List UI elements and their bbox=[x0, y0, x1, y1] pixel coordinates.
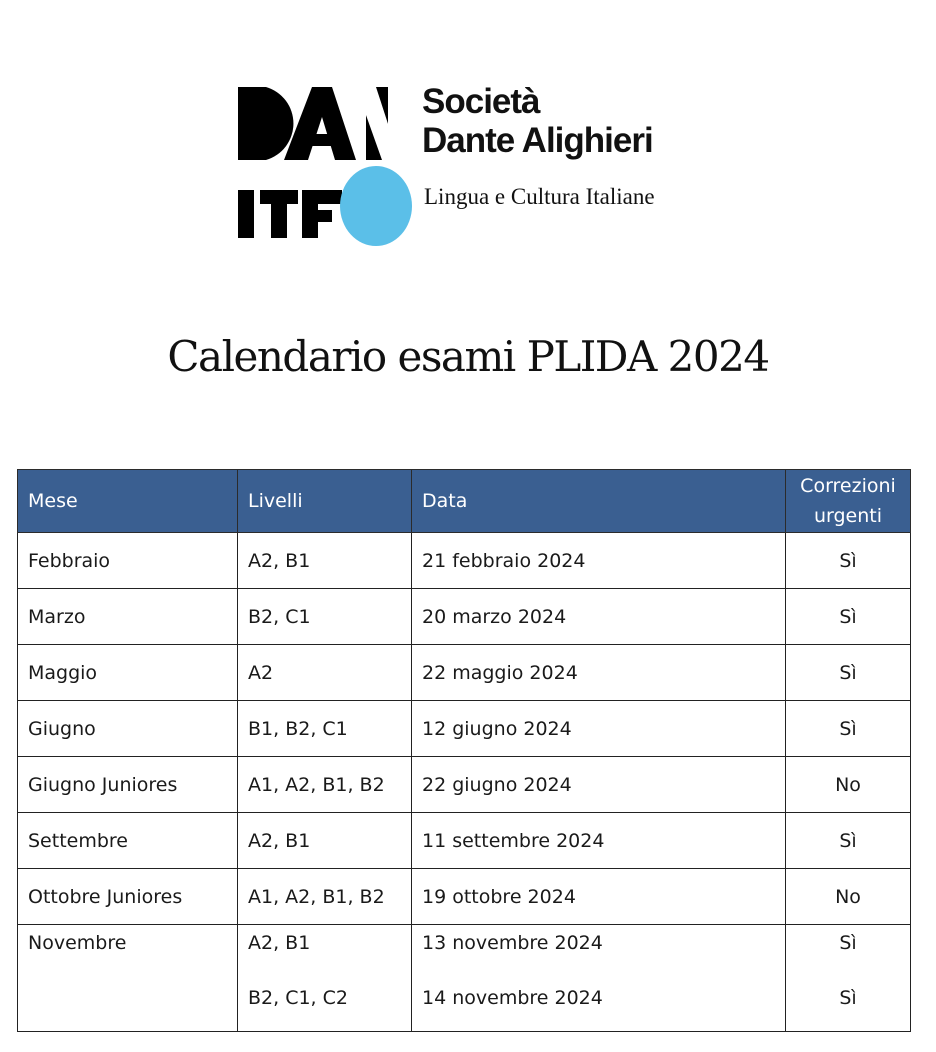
cell-urgenti: Sì bbox=[786, 589, 911, 645]
header-correzioni-urgenti bbox=[786, 470, 911, 533]
table-header-row bbox=[18, 470, 911, 533]
cell-data: 22 giugno 2024 bbox=[412, 757, 786, 813]
cell-mese: Ottobre Juniores bbox=[18, 869, 238, 925]
table-row bbox=[18, 589, 911, 645]
cell-data-entry-2: 14 novembre 2024 bbox=[422, 987, 603, 1009]
cell-mese: Maggio bbox=[18, 645, 238, 701]
table-row bbox=[18, 757, 911, 813]
cell-livelli: A1, A2, B1, B2 bbox=[238, 757, 412, 813]
table-row bbox=[18, 813, 911, 869]
header-livelli: Livelli bbox=[238, 470, 412, 533]
table-row bbox=[18, 925, 911, 1032]
header-correzioni-line-1: Correzioni bbox=[800, 475, 896, 497]
cell-urgenti: No bbox=[786, 757, 911, 813]
cell-livelli bbox=[238, 925, 412, 1032]
dante-alighieri-logo bbox=[238, 82, 698, 252]
table-row bbox=[18, 533, 911, 589]
cell-livelli: A1, A2, B1, B2 bbox=[238, 869, 412, 925]
cell-mese bbox=[18, 925, 238, 1032]
cell-urgenti: Sì bbox=[786, 701, 911, 757]
cell-data bbox=[412, 925, 786, 1032]
cell-urgenti-entry-2: Sì bbox=[839, 987, 857, 1009]
exam-calendar-table bbox=[17, 469, 911, 1032]
cell-livelli: A2, B1 bbox=[238, 533, 412, 589]
cell-livelli: B1, B2, C1 bbox=[238, 701, 412, 757]
dante-logo-mark bbox=[238, 82, 418, 252]
cell-urgenti: No bbox=[786, 869, 911, 925]
logo-line-1: Società bbox=[422, 82, 540, 121]
cell-mese: Giugno Juniores bbox=[18, 757, 238, 813]
cell-data: 22 maggio 2024 bbox=[412, 645, 786, 701]
cell-livelli: A2, B1 bbox=[238, 813, 412, 869]
cell-livelli-entry-2: B2, C1, C2 bbox=[248, 987, 348, 1009]
cell-data: 21 febbraio 2024 bbox=[412, 533, 786, 589]
cell-mese: Giugno bbox=[18, 701, 238, 757]
header-mese: Mese bbox=[18, 470, 238, 533]
cell-mese: Febbraio bbox=[18, 533, 238, 589]
logo-line-2: Dante Alighieri bbox=[422, 121, 653, 160]
cell-mese-text: Novembre bbox=[28, 932, 127, 954]
cell-urgenti: Sì bbox=[786, 533, 911, 589]
cell-data-entry-1: 13 novembre 2024 bbox=[422, 932, 603, 954]
cell-data: 12 giugno 2024 bbox=[412, 701, 786, 757]
table-row bbox=[18, 645, 911, 701]
cell-data: 11 settembre 2024 bbox=[412, 813, 786, 869]
cell-livelli: B2, C1 bbox=[238, 589, 412, 645]
header-correzioni-line-2: urgenti bbox=[813, 505, 883, 527]
cell-livelli-entry-1: A2, B1 bbox=[248, 932, 311, 954]
page-title: Calendario esami PLIDA 2024 bbox=[167, 332, 769, 381]
table-row bbox=[18, 701, 911, 757]
cell-urgenti-entry-1: Sì bbox=[839, 932, 857, 954]
logo-subtitle: Lingua e Cultura Italiane bbox=[424, 184, 655, 209]
cell-data: 19 ottobre 2024 bbox=[412, 869, 786, 925]
cell-mese: Marzo bbox=[18, 589, 238, 645]
cell-livelli: A2 bbox=[238, 645, 412, 701]
header-data: Data bbox=[412, 470, 786, 533]
cell-urgenti: Sì bbox=[786, 645, 911, 701]
cell-data: 20 marzo 2024 bbox=[412, 589, 786, 645]
cell-urgenti bbox=[786, 925, 911, 1032]
cell-urgenti: Sì bbox=[786, 813, 911, 869]
cell-mese: Settembre bbox=[18, 813, 238, 869]
logo-wordmark bbox=[422, 82, 653, 160]
table-row bbox=[18, 869, 911, 925]
